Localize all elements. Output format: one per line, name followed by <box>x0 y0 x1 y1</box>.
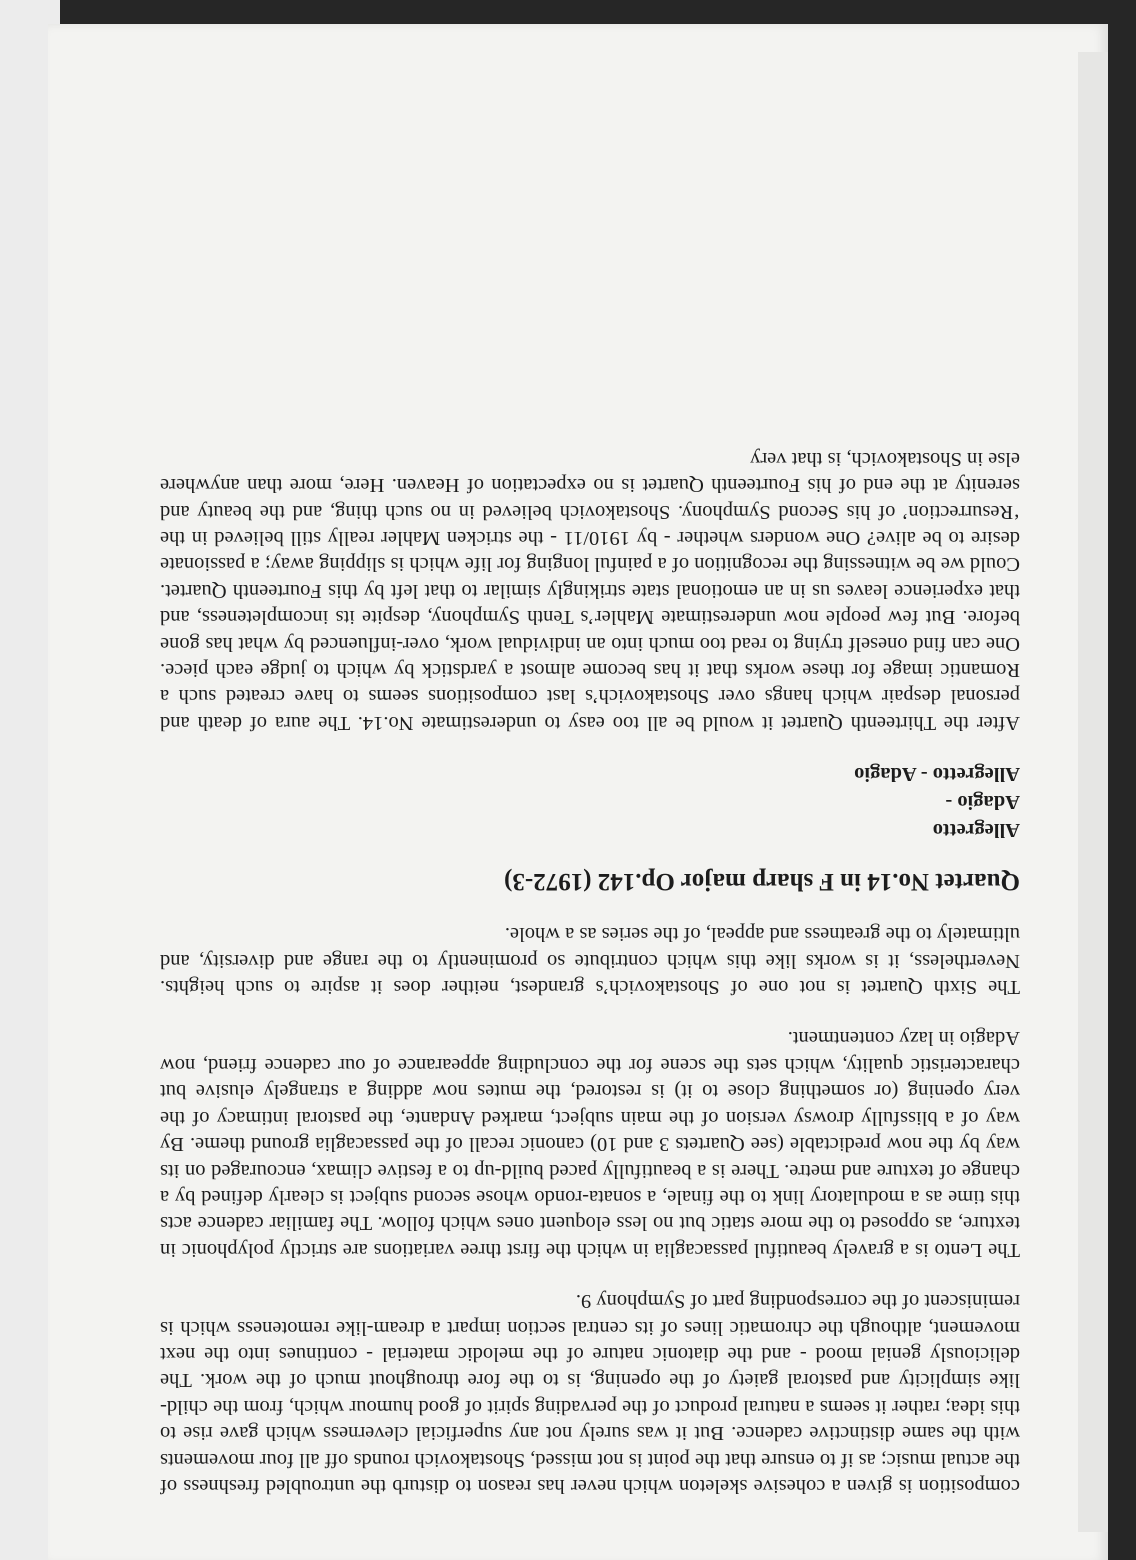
paragraph: The Sixth Quartet is not one of Shostakovich’s grandest, neither does it aspire to such heights. Nevertheless, it is works like this which contribute so prominently to the range and diversity, and ultimately to the greatness and appeal, of the series as a whole. <box>160 923 1020 999</box>
movement-item: Allegretto <box>932 818 1020 841</box>
paragraph: The Lento is a gravely beautiful passacaglia in which the first three variations are strictly polyphonic in texture, as opposed to the more static but no less eloquent ones which follow. The familiar cadence acts this time as a modulatory link to the finale, a sonata-rondo whose second subject is clearly defined by a change of texture and metre. There is a beautifully paced build-up to a festive climax, encouraged on its way by the now predictable (see Quartets 3 and 10) canonic recall of the passacaglia ground theme. By way of a blissfully drowsy version of the main subject, marked Andante, the pastoral intimacy of the very opening (or something close to it) is restored, the mutes now adding a strangely elusive but characteristic quality, which sets the scene for the concluding appearance of our cadence friend, now Adagio in lazy contentment. <box>160 1027 1020 1261</box>
paragraph: composition is given a cohesive skeleton which never has reason to disturb the untroubled freshness of the actual music; as if to ensure that the point is not missed, Shostakovich rounds off all four movements with the same distinctive cadence. But it was surely not any superficial cleverness which gave rise to this idea; rather it seems a natural product of the pervading spirit of good humour which, from the child-like simplicity and pastoral gaiety of the opening, is to the fore throughout much of the work. The deliciously genial mood - and the diatonic nature of the melodic material - continues into the next movement, although the chromatic lines of its central section impart a dream-like remoteness which is reminiscent of the corresponding part of Symphony 9. <box>160 1290 1020 1497</box>
book-page <box>48 24 1108 1560</box>
text-block <box>160 420 1020 1499</box>
movement-list <box>160 760 1020 844</box>
section-heading: Quartet No.14 in F sharp major Op.142 (1972-3) <box>504 867 1020 895</box>
movement-item: Adagio - <box>945 790 1020 813</box>
movement-item: Allegretto - Adagio <box>854 762 1020 785</box>
page-content-rotated <box>48 24 1108 1560</box>
paragraph: After the Thirteenth Quartet it would be all too easy to underestimate No.14. The aura of death and personal despair which hangs over Shostakovich’s last compositions seems to have created such a Romantic image for these works that it has become almost a yardstick by which to judge each piece. One can find oneself trying to read too much into an individual work, over-influenced by what has gone before. But few people now underestimate Mahler’s Tenth Symphony, despite its incompleteness, and that experience leaves us in an emotional state strikingly similar to that left by this Fourteenth Quartet. Could we be witnessing the recognition of a painful longing for life which is slipping away; a passionate desire to be alive? One wonders whether - by 1910/11 - the stricken Mahler really still believed in the ‘Resurrection’ of his Second Symphony. Shostakovich believed in no such thing, and the beauty and serenity at the end of his Fourteenth Quartet is no expectation of Heaven. Here, more than anywhere else in Shostakovich, is that very <box>160 447 1020 734</box>
